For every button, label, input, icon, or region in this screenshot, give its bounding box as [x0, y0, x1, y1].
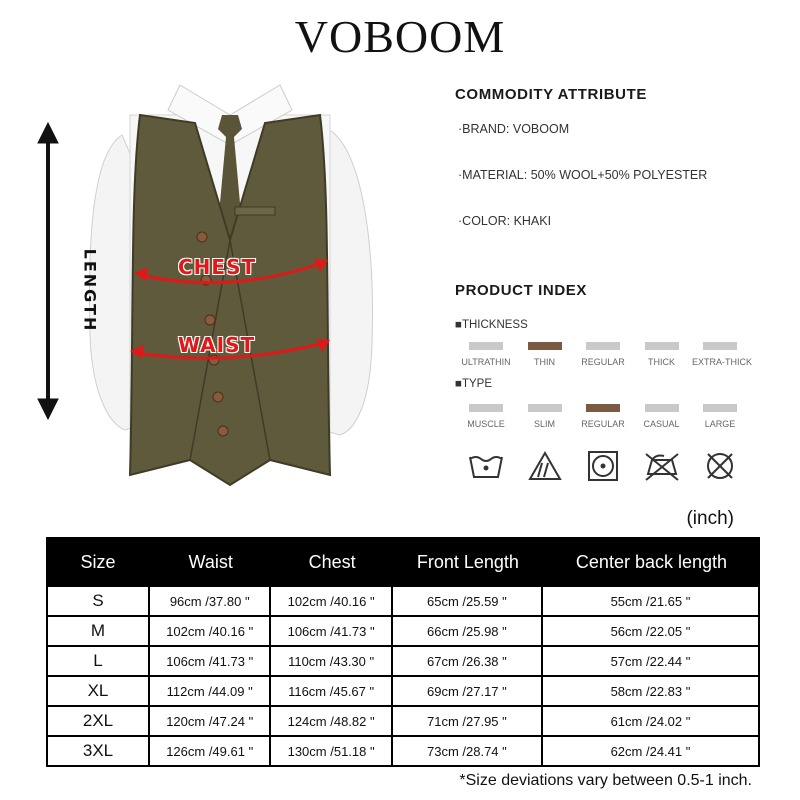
scale-bar-selected	[586, 404, 620, 412]
material-value: MATERIAL: 50% WOOL+50% POLYESTER	[462, 168, 708, 182]
cell-chest: 130cm /51.18 "	[271, 737, 392, 767]
cell-waist: 126cm /49.61 "	[150, 737, 271, 767]
cell-size: XL	[46, 677, 150, 707]
brand-value: BRAND: VOBOOM	[462, 122, 570, 136]
cell-front-length: 67cm /26.38 "	[393, 647, 543, 677]
tumble-dry-icon	[575, 448, 631, 484]
table-row	[46, 707, 760, 737]
cell-front-length: 71cm /27.95 "	[393, 707, 543, 737]
length-label: LENGTH	[80, 248, 100, 333]
scale-bar-selected	[528, 342, 562, 350]
table-row	[46, 617, 760, 647]
scale-bar	[645, 342, 679, 350]
cell-size: 2XL	[46, 707, 150, 737]
cell-size: L	[46, 647, 150, 677]
size-table	[46, 537, 760, 767]
header-size: Size	[46, 537, 150, 587]
scale-bar	[469, 342, 503, 350]
brand-title: VOBOOM	[294, 11, 506, 62]
table-row	[46, 647, 760, 677]
thickness-heading: ■THICKNESS	[455, 319, 528, 331]
scale-bar	[703, 404, 737, 412]
cell-size: 3XL	[46, 737, 150, 767]
header-chest: Chest	[271, 537, 392, 587]
color-attribute: ·COLOR: KHAKI	[458, 214, 552, 228]
care-icons	[458, 448, 748, 484]
scale-bar	[586, 342, 620, 350]
thickness-label: THICKNESS	[461, 319, 528, 331]
type-option	[634, 404, 690, 429]
product-figure	[30, 75, 410, 515]
scale-label: THIN	[534, 357, 555, 367]
waist-label: WAIST	[178, 333, 256, 357]
cell-size: M	[46, 617, 150, 647]
size-footnote: *Size deviations vary between 0.5-1 inch.	[459, 772, 752, 789]
type-option	[575, 404, 631, 429]
thickness-scale	[458, 342, 753, 367]
material-attribute: ·MATERIAL: 50% WOOL+50% POLYESTER	[458, 168, 708, 182]
header-front-length: Front Length	[393, 537, 543, 587]
product-index-heading: PRODUCT INDEX	[455, 282, 587, 299]
type-label: TYPE	[461, 378, 492, 390]
cell-size: S	[46, 587, 150, 617]
scale-label: LARGE	[704, 419, 736, 429]
chest-label: CHEST	[178, 255, 257, 279]
table-row	[46, 737, 760, 767]
cell-chest: 110cm /43.30 "	[271, 647, 392, 677]
wash-30-icon	[458, 448, 514, 484]
thickness-option	[692, 342, 753, 367]
cell-center-back-length: 61cm /24.02 "	[543, 707, 760, 737]
cell-waist: 96cm /37.80 "	[150, 587, 271, 617]
table-row	[46, 587, 760, 617]
length-arrow	[38, 123, 58, 419]
scale-label: EXTRA-THICK	[692, 357, 753, 367]
color-value: COLOR: KHAKI	[462, 214, 552, 228]
cell-center-back-length: 58cm /22.83 "	[543, 677, 760, 707]
scale-label: MUSCLE	[467, 419, 505, 429]
table-header-row	[46, 537, 760, 587]
no-iron-icon	[634, 448, 690, 484]
type-option	[458, 404, 514, 429]
bleach-triangle-icon	[517, 448, 573, 484]
scale-label: ULTRATHIN	[461, 357, 511, 367]
commodity-heading: COMMODITY ATTRIBUTE	[455, 86, 647, 103]
thickness-option	[517, 342, 573, 367]
cell-center-back-length: 62cm /24.41 "	[543, 737, 760, 767]
cell-waist: 120cm /47.24 "	[150, 707, 271, 737]
scale-label: REGULAR	[581, 419, 625, 429]
scale-bar	[528, 404, 562, 412]
cell-front-length: 73cm /28.74 "	[393, 737, 543, 767]
unit-label: (inch)	[686, 508, 734, 529]
scale-label: REGULAR	[581, 357, 625, 367]
cell-front-length: 66cm /25.98 "	[393, 617, 543, 647]
brand-attribute: ·BRAND: VOBOOM	[458, 122, 570, 136]
scale-bar	[469, 404, 503, 412]
type-option	[692, 404, 748, 429]
table-row	[46, 677, 760, 707]
cell-front-length: 69cm /27.17 "	[393, 677, 543, 707]
cell-chest: 116cm /45.67 "	[271, 677, 392, 707]
type-heading: ■TYPE	[455, 378, 492, 390]
thickness-option	[458, 342, 514, 367]
cell-center-back-length: 57cm /22.44 "	[543, 647, 760, 677]
thickness-option	[575, 342, 631, 367]
scale-label: THICK	[648, 357, 675, 367]
cell-waist: 102cm /40.16 "	[150, 617, 271, 647]
cell-chest: 106cm /41.73 "	[271, 617, 392, 647]
scale-bar	[703, 342, 737, 350]
no-dryclean-icon	[692, 448, 748, 484]
cell-center-back-length: 56cm /22.05 "	[543, 617, 760, 647]
cell-chest: 124cm /48.82 "	[271, 707, 392, 737]
thickness-option	[634, 342, 690, 367]
scale-label: CASUAL	[643, 419, 680, 429]
cell-front-length: 65cm /25.59 "	[393, 587, 543, 617]
header-center-back-length: Center back length	[543, 537, 760, 587]
cell-waist: 112cm /44.09 "	[150, 677, 271, 707]
type-option	[517, 404, 573, 429]
cell-waist: 106cm /41.73 "	[150, 647, 271, 677]
header-waist: Waist	[150, 537, 271, 587]
cell-center-back-length: 55cm /21.65 "	[543, 587, 760, 617]
scale-bar	[645, 404, 679, 412]
scale-label: SLIM	[533, 419, 555, 429]
cell-chest: 102cm /40.16 "	[271, 587, 392, 617]
type-scale	[458, 404, 748, 429]
